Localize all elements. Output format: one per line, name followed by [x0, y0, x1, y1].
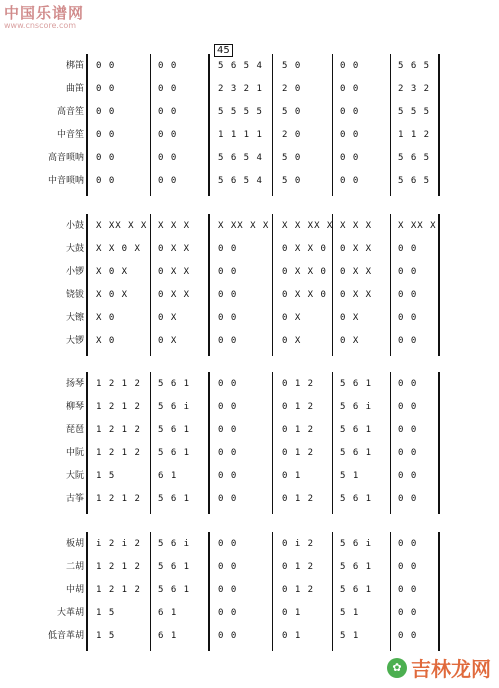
notation-cell: X 0 — [96, 336, 116, 346]
notation-cell: 0 1 2 — [282, 585, 315, 595]
measure-number: 45 — [214, 44, 233, 57]
notation-cell: 5 6 5 4 — [218, 153, 263, 163]
notation-cell: 0 X X — [158, 244, 191, 254]
instrument-label: 中音笙 — [56, 130, 84, 140]
notation-cell: 0 0 — [398, 471, 418, 481]
notation-cell: 1 5 — [96, 608, 116, 618]
notation-cell: 0 1 2 — [282, 379, 315, 389]
notation-cell: 0 X X — [340, 244, 373, 254]
notation-cell: 0 0 — [96, 153, 116, 163]
notation-cell: 0 X — [282, 336, 302, 346]
notation-cell: 0 0 — [158, 153, 178, 163]
notation-cell: X 0 X — [96, 290, 129, 300]
notation-cell: 0 0 — [96, 130, 116, 140]
notation-cell: 0 0 — [218, 267, 238, 277]
notation-cell: 0 0 — [398, 402, 418, 412]
notation-cell: 0 0 — [218, 539, 238, 549]
barline — [438, 372, 440, 514]
instrument-label: 大锣 — [65, 336, 84, 346]
notation-cell: X X X — [158, 221, 191, 231]
notation-cell: 0 0 — [158, 176, 178, 186]
notation-cell: 0 0 — [218, 448, 238, 458]
notation-cell: X XX X — [398, 221, 437, 231]
notation-cell: 0 0 — [218, 631, 238, 641]
notation-cell: 0 1 2 — [282, 402, 315, 412]
notation-cell: 5 6 1 — [158, 562, 191, 572]
notation-cell: 2 0 — [282, 130, 302, 140]
barline — [272, 214, 273, 356]
notation-cell: 5 6 1 — [158, 585, 191, 595]
notation-cell: 0 0 — [398, 336, 418, 346]
notation-cell: 5 6 1 — [340, 585, 373, 595]
notation-cell: 0 0 — [218, 494, 238, 504]
barline — [150, 54, 151, 196]
notation-cell: 5 0 — [282, 61, 302, 71]
notation-cell: 1 2 1 2 — [96, 585, 141, 595]
notation-cell: 0 0 — [398, 631, 418, 641]
notation-cell: 0 X — [340, 336, 360, 346]
barline — [438, 532, 440, 651]
notation-cell: X X X — [340, 221, 373, 231]
notation-cell: 0 0 — [218, 290, 238, 300]
notation-cell: X XX X X — [96, 221, 148, 231]
notation-cell: 1 2 1 2 — [96, 379, 141, 389]
barline — [272, 532, 273, 651]
notation-cell: 0 0 — [218, 402, 238, 412]
notation-cell: 0 X X 0 — [282, 267, 327, 277]
notation-cell: 0 0 — [158, 61, 178, 71]
barline — [390, 372, 391, 514]
notation-cell: X 0 — [96, 313, 116, 323]
barline — [390, 214, 391, 356]
notation-cell: 1 2 1 2 — [96, 562, 141, 572]
notation-cell: 5 0 — [282, 176, 302, 186]
notation-cell: 5 6 i — [158, 402, 191, 412]
notation-cell: 2 0 — [282, 84, 302, 94]
notation-cell: 5 6 5 — [398, 61, 431, 71]
notation-cell: 1 2 1 2 — [96, 425, 141, 435]
notation-cell: 2 3 2 1 — [218, 84, 263, 94]
notation-cell: 1 2 1 2 — [96, 448, 141, 458]
notation-cell: 1 1 1 1 — [218, 130, 263, 140]
notation-cell: 0 0 — [398, 313, 418, 323]
notation-cell: 1 1 2 — [398, 130, 431, 140]
instrument-label: 大鼓 — [65, 244, 84, 254]
notation-cell: 0 X X — [340, 290, 373, 300]
notation-cell: 0 X X — [158, 290, 191, 300]
notation-cell: 5 6 5 — [398, 176, 431, 186]
watermark-url: www.cnscore.com — [4, 21, 77, 30]
notation-cell: 0 0 — [398, 539, 418, 549]
notation-cell: 0 1 2 — [282, 562, 315, 572]
instrument-label: 低音革胡 — [47, 631, 84, 641]
notation-cell: 6 1 — [158, 631, 178, 641]
notation-cell: 0 0 — [158, 84, 178, 94]
barline — [208, 54, 210, 196]
notation-cell: 5 5 5 5 — [218, 107, 263, 117]
notation-cell: X X 0 X — [96, 244, 141, 254]
barline — [390, 532, 391, 651]
barline — [272, 54, 273, 196]
notation-cell: 0 i 2 — [282, 539, 315, 549]
notation-cell: 5 6 5 4 — [218, 61, 263, 71]
notation-cell: 0 X — [158, 313, 178, 323]
notation-cell: 5 6 1 — [158, 494, 191, 504]
notation-cell: 0 X X 0 — [282, 290, 327, 300]
notation-cell: 5 1 — [340, 471, 360, 481]
notation-cell: 0 X — [158, 336, 178, 346]
notation-cell: 0 0 — [158, 107, 178, 117]
barline — [332, 532, 333, 651]
barline — [272, 372, 273, 514]
notation-cell: 0 0 — [218, 313, 238, 323]
notation-cell: 0 X X 0 — [282, 244, 327, 254]
notation-cell: 0 0 — [218, 471, 238, 481]
watermark-top — [4, 2, 84, 30]
barline — [208, 372, 210, 514]
notation-cell: 0 0 — [398, 608, 418, 618]
notation-cell: 1 5 — [96, 631, 116, 641]
notation-cell: 0 0 — [158, 130, 178, 140]
notation-cell: 0 0 — [218, 585, 238, 595]
notation-cell: 0 0 — [340, 84, 360, 94]
notation-cell: 0 0 — [218, 562, 238, 572]
notation-cell: 0 0 — [398, 244, 418, 254]
barline — [150, 372, 151, 514]
notation-cell: 0 1 — [282, 608, 302, 618]
instrument-label: 中音唢呐 — [47, 176, 84, 186]
notation-cell: 0 0 — [96, 176, 116, 186]
barline — [390, 54, 391, 196]
notation-cell: 0 0 — [398, 267, 418, 277]
notation-cell: 0 X X — [340, 267, 373, 277]
notation-cell: 0 0 — [398, 585, 418, 595]
notation-cell: 0 0 — [398, 448, 418, 458]
notation-cell: 0 0 — [340, 130, 360, 140]
section-bracket-bowed — [86, 532, 88, 651]
watermark-title: 中国乐谱网 — [4, 4, 85, 22]
notation-cell: 0 1 2 — [282, 448, 315, 458]
notation-cell: 5 6 1 — [340, 379, 373, 389]
notation-cell: 0 1 — [282, 631, 302, 641]
notation-cell: 5 6 1 — [340, 494, 373, 504]
instrument-label: 大镲 — [65, 313, 84, 323]
notation-cell: 0 0 — [398, 494, 418, 504]
notation-cell: 5 1 — [340, 608, 360, 618]
notation-cell: 0 0 — [398, 379, 418, 389]
logo-icon: ✿ — [387, 658, 407, 678]
notation-cell: 0 0 — [398, 562, 418, 572]
notation-cell: 5 6 1 — [158, 425, 191, 435]
section-bracket-percussion — [86, 214, 88, 356]
notation-cell: 0 0 — [218, 336, 238, 346]
notation-cell: 5 6 1 — [340, 562, 373, 572]
notation-cell: 5 5 5 — [398, 107, 431, 117]
notation-cell: 1 2 1 2 — [96, 494, 141, 504]
notation-cell: 0 0 — [96, 61, 116, 71]
instrument-label: 大革胡 — [56, 608, 84, 618]
barline — [208, 532, 210, 651]
barline — [332, 54, 333, 196]
notation-cell: 0 0 — [218, 425, 238, 435]
notation-cell: 5 6 1 — [340, 448, 373, 458]
barline — [150, 214, 151, 356]
notation-cell: 0 0 — [96, 84, 116, 94]
instrument-label: 铙钹 — [65, 290, 84, 300]
notation-cell: X 0 X — [96, 267, 129, 277]
instrument-label: 梆笛 — [65, 61, 84, 71]
barline — [332, 372, 333, 514]
instrument-label: 古筝 — [65, 494, 84, 504]
notation-cell: 0 0 — [96, 107, 116, 117]
instrument-label: 板胡 — [65, 539, 84, 549]
notation-cell: 0 0 — [340, 176, 360, 186]
barline — [438, 214, 440, 356]
notation-cell: 0 0 — [218, 244, 238, 254]
notation-cell: 5 6 i — [158, 539, 191, 549]
instrument-label: 小鼓 — [65, 221, 84, 231]
notation-cell: 2 3 2 — [398, 84, 431, 94]
instrument-label: 中胡 — [65, 585, 84, 595]
instrument-label: 琵琶 — [65, 425, 84, 435]
notation-cell: 5 6 1 — [340, 425, 373, 435]
notation-cell: X XX X X — [218, 221, 270, 231]
notation-cell: 0 0 — [398, 290, 418, 300]
notation-cell: 5 6 1 — [158, 379, 191, 389]
notation-cell: 0 0 — [340, 61, 360, 71]
notation-cell: 1 5 — [96, 471, 116, 481]
notation-cell: 1 2 1 2 — [96, 402, 141, 412]
notation-cell: 5 0 — [282, 153, 302, 163]
notation-cell: 0 0 — [398, 425, 418, 435]
notation-cell: 5 6 5 4 — [218, 176, 263, 186]
instrument-label: 小锣 — [65, 267, 84, 277]
notation-cell: 0 0 — [340, 107, 360, 117]
notation-cell: 0 1 2 — [282, 425, 315, 435]
notation-cell: 0 0 — [340, 153, 360, 163]
watermark-text: 吉林龙网 — [411, 657, 491, 681]
notation-cell: 0 1 2 — [282, 494, 315, 504]
section-bracket-winds — [86, 54, 88, 196]
notation-cell: 6 1 — [158, 608, 178, 618]
notation-cell: 0 X — [282, 313, 302, 323]
notation-cell: i 2 i 2 — [96, 539, 141, 549]
notation-cell: X X XX X — [282, 221, 334, 231]
notation-cell: 0 1 — [282, 471, 302, 481]
instrument-label: 高音唢呐 — [47, 153, 84, 163]
instrument-label: 柳琴 — [65, 402, 84, 412]
instrument-label: 中阮 — [65, 448, 84, 458]
notation-cell: 0 0 — [218, 379, 238, 389]
watermark-bottom — [387, 653, 491, 682]
barline — [438, 54, 440, 196]
section-bracket-plucked — [86, 372, 88, 514]
instrument-label: 大阮 — [65, 471, 84, 481]
notation-cell: 0 X — [340, 313, 360, 323]
notation-cell: 5 6 i — [340, 539, 373, 549]
notation-cell: 5 1 — [340, 631, 360, 641]
notation-cell: 6 1 — [158, 471, 178, 481]
instrument-label: 高音笙 — [56, 107, 84, 117]
notation-cell: 0 0 — [218, 608, 238, 618]
instrument-label: 二胡 — [65, 562, 84, 572]
barline — [150, 532, 151, 651]
notation-cell: 0 X X — [158, 267, 191, 277]
notation-cell: 5 6 5 — [398, 153, 431, 163]
instrument-label: 扬琴 — [65, 379, 84, 389]
instrument-label: 曲笛 — [65, 84, 84, 94]
notation-cell: 5 6 1 — [158, 448, 191, 458]
notation-cell: 5 6 i — [340, 402, 373, 412]
barline — [208, 214, 210, 356]
notation-cell: 5 0 — [282, 107, 302, 117]
